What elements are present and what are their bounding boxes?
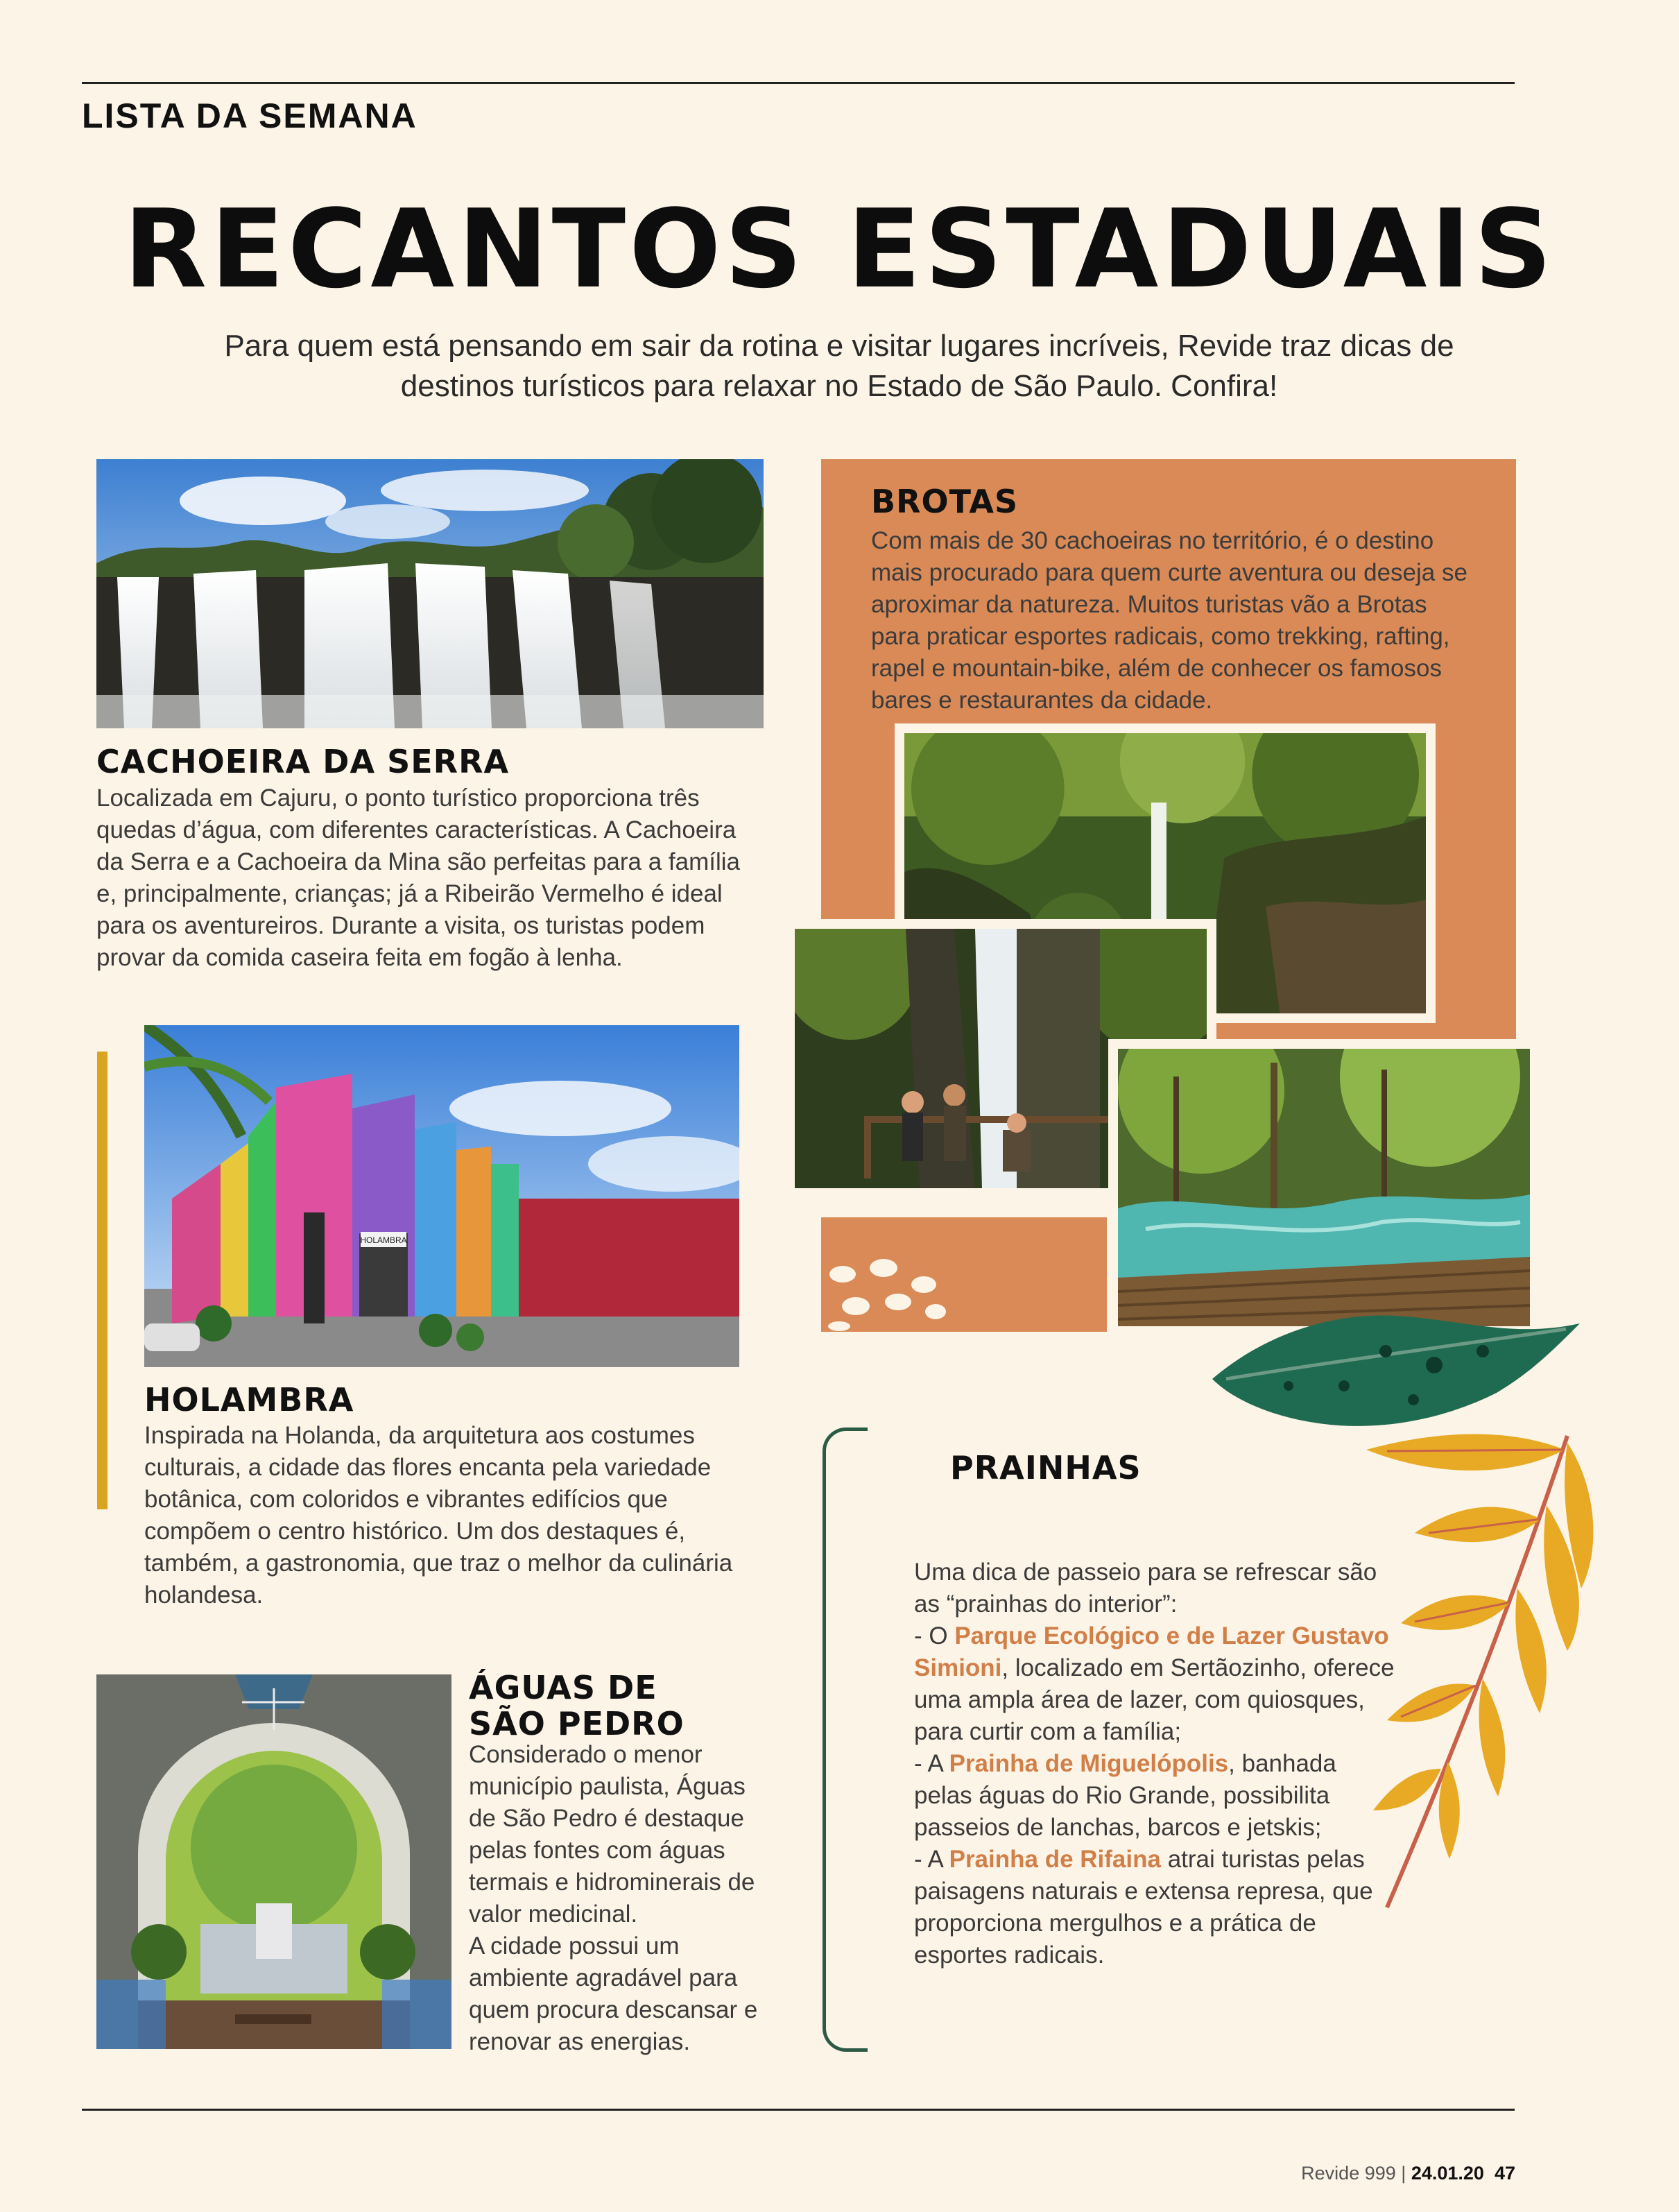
prainhas-item3-prefix: - A: [914, 1846, 949, 1873]
holambra-text: Inspirada na Holanda, da arquitetura aos costumes culturais, a cidade das flores encanta pela variedade botânica, com coloridos e vibrantes edifícios que compõem o centro histórico. Um dos destaques é, também, a gastronomia, que traz o melhor da culinária holandesa.: [144, 1422, 733, 1609]
prainhas-heading: PRAINHAS: [950, 1449, 1142, 1486]
aguas-text-1: Considerado o menor município paulista, Águas de São Pedro é destaque pelas fontes com águas termais e hidrominerais de valor medicinal.: [469, 1741, 755, 1928]
aguas-heading: [469, 1670, 684, 1742]
prainhas-bracket: [823, 1427, 868, 2052]
top-rule: [82, 82, 1515, 84]
prainhas-item2-prefix: - A: [914, 1750, 949, 1777]
footer-separator: |: [1401, 2163, 1406, 2184]
section-label: LISTA DA SEMANA: [82, 96, 417, 135]
brotas-text: Com mais de 30 cachoeiras no território, é o destino mais procurado para quem curte aventura ou deseja se aproximar da natureza. Muitos turistas vão a Brotas para praticar esportes radicais, como trekking, rafting, rapel e mountain-bike, além de conhecer os famosos bares e restaurantes da cidade.: [871, 527, 1467, 714]
prainhas-item2-text: , banhada pelas águas do Rio Grande, possibilita passeios de lanchas, barcos e jetskis;: [914, 1750, 1336, 1841]
holambra-heading: HOLAMBRA: [144, 1381, 354, 1418]
issue-date: 24.01.20: [1411, 2163, 1484, 2184]
brotas-dots-panel: [821, 1217, 1107, 1332]
intro-text: Para quem está pensando em sair da rotina e visitar lugares incríveis, Revide traz dicas de destinos turísticos para relaxar no Estado de São Paulo. Confira!: [224, 329, 1454, 403]
prainha-rifaina-highlight: Prainha de Rifaina: [949, 1846, 1161, 1873]
holambra-accent-bar: [97, 1052, 107, 1509]
green-leaf-icon: [1205, 1296, 1594, 1434]
parque-ecologico-highlight: Parque Ecológico e de Lazer Gustavo Simioni: [914, 1622, 1389, 1681]
prainhas-intro: Uma dica de passeio para se refrescar são as “prainhas do interior”:: [914, 1559, 1377, 1618]
prainhas-item1-text: , localizado em Sertãozinho, oferece uma ampla área de lazer, com quiosques, para curtir com a família;: [914, 1654, 1395, 1745]
holambra-photo-sign: HOLAMBRA: [360, 1235, 407, 1245]
prainhas-text: [914, 1557, 1400, 1971]
holambra-photo: [144, 1025, 739, 1367]
page-number: 47: [1494, 2163, 1515, 2184]
cachoeira-heading: CACHOEIRA DA SERRA: [96, 743, 510, 780]
prainha-miguelopolis-highlight: Prainha de Miguelópolis: [949, 1750, 1229, 1777]
prainhas-item3-text: atrai turistas pelas paisagens naturais e extensa represa, que proporciona mergulhos e a prática de esportes radicais.: [914, 1846, 1373, 1969]
cachoeira-text: Localizada em Cajuru, o ponto turístico proporciona três quedas d’água, com diferentes características. A Cachoeira da Serra e a Cachoeira da Mina são perfeitas para a família e, principalmente, crianças; já a Ribeirão Vermelho é ideal para os aventureiros. Durante a visita, os turistas podem provar da comida caseira feita em fogão à lenha.: [96, 785, 741, 971]
waterfall-photo: [96, 459, 764, 728]
magazine-issue: Revide 999: [1301, 2163, 1396, 2184]
page-title: RECANTOS ESTADUAIS: [123, 186, 1556, 312]
brotas-lagoon-photo: [1108, 1039, 1540, 1336]
aguas-text: [469, 1739, 767, 2058]
aguas-heading-line1: ÁGUAS DE: [469, 1669, 657, 1706]
page-footer: [1301, 2163, 1515, 2184]
prainhas-item1-prefix: - O: [914, 1622, 955, 1649]
aguas-heading-line2: SÃO PEDRO: [469, 1705, 684, 1742]
aguas-photo: [96, 1674, 451, 2049]
bottom-rule: [82, 2109, 1515, 2111]
brotas-heading: BROTAS: [871, 483, 1019, 520]
aguas-text-2: A cidade possui um ambiente agradável para quem procura descansar e renovar as energias.: [469, 1932, 758, 2055]
